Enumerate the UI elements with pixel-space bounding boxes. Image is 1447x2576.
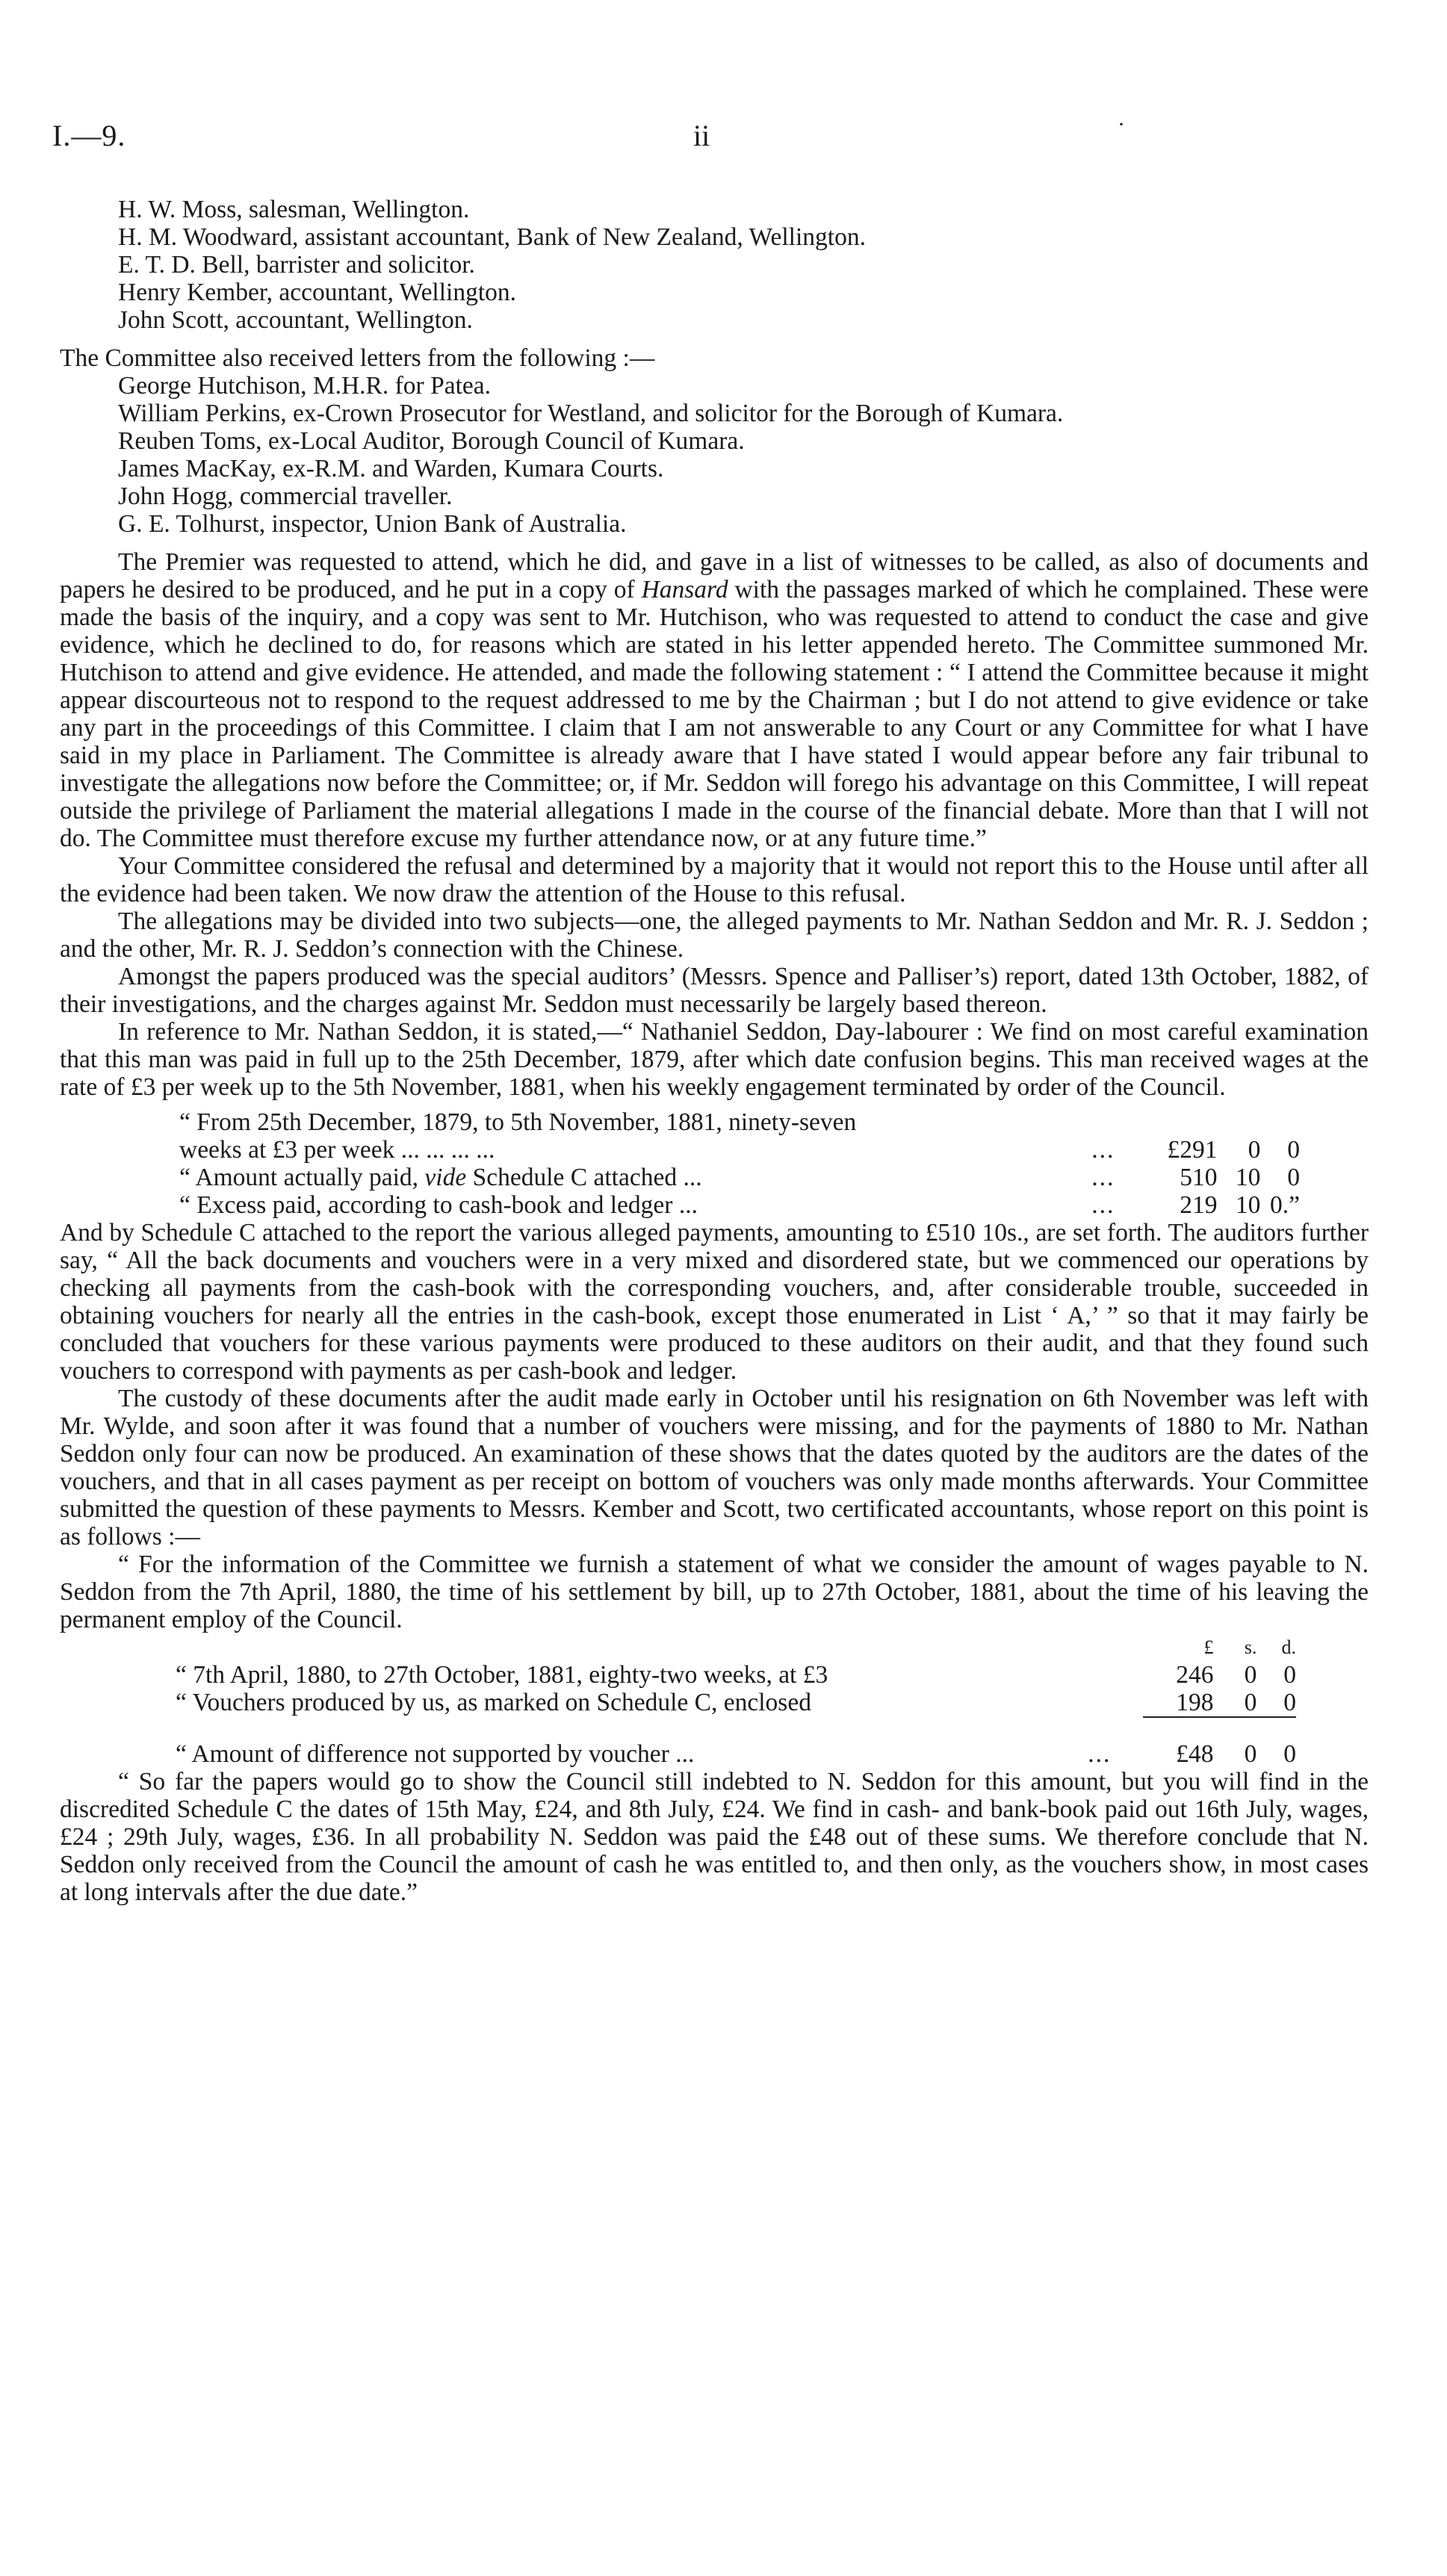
table-header-row: £ s. d. bbox=[1203, 1636, 1296, 1658]
list-item: John Scott, accountant, Wellington. bbox=[118, 306, 473, 334]
auditors-account-table bbox=[179, 1108, 1300, 1219]
letters-list bbox=[60, 372, 1369, 538]
page-ref: I.—9. bbox=[52, 119, 126, 152]
table-row: “ From 25th December, 1879, to 5th November, 1881, ninety-seven bbox=[179, 1108, 857, 1136]
paragraph-schedule-c: And by Schedule C attached to the report the various alleged payments, amounting to £510 10s., are set forth. The auditors further say, “ All the back documents and vouchers were in a very mixed and disordered state, but we commenced our operations by checking all payments from the cash-book with the corresponding vouchers, and, after considerable trouble, succeeded in obtaining vouchers for nearly all the entries in the cash-book, except those enumerated in List ‘ A,’ ” so that it may fairly be concluded that vouchers for these various payments were produced to these auditors on their audit, and that they found such vouchers to correspond with payments as per cash-book and ledger. bbox=[60, 1219, 1369, 1385]
paragraph-conclusion: “ So far the papers would go to show the Council still indebted to N. Seddon for this amount, but you will find in the discredited Schedule C the dates of 15th May, £24, and 8th July, £24. We find in cash- and bank-book paid out 16th July, wages, £24 ; 29th July, wages, £36. In all probability N. Seddon was paid the £48 out of these sums. We therefore conclude that N. Seddon only received from the Council the amount of cash he was entitled to, and then only, as the vouchers show, in most cases at long intervals after the due date.” bbox=[60, 1768, 1369, 1906]
list-item: John Hogg, commercial traveller. bbox=[118, 482, 453, 510]
total-rule bbox=[176, 1717, 1296, 1740]
witness-list bbox=[60, 196, 1369, 334]
table-row: “ Excess paid, according to cash-book and ledger ... ... 219 10 0.” bbox=[179, 1191, 1300, 1219]
stray-mark: · bbox=[1118, 112, 1125, 137]
list-item: George Hutchison, M.H.R. for Patea. bbox=[118, 372, 491, 400]
paragraph-wages-statement: “ For the information of the Committee we furnish a statement of what we consider the amount of wages payable to N. Seddon from the 7th April, 1880, the time of his settlement by bill, up to 27th October, 1881, about the time of his leaving the permanent employ of the Council. bbox=[60, 1551, 1369, 1633]
table-row-total: “ Amount of difference not supported by voucher ... ... £48 0 0 bbox=[176, 1740, 1296, 1768]
list-item: G. E. Tolhurst, inspector, Union Bank of Australia. bbox=[118, 510, 627, 538]
list-item: Reuben Toms, ex-Local Auditor, Borough Council of Kumara. bbox=[118, 427, 745, 455]
paragraph-nathan-seddon: In reference to Mr. Nathan Seddon, it is stated,—“ Nathaniel Seddon, Day-labourer : We find on most careful examination that this man was paid in full up to the 25th December, 1879, after which date confusion begins. This man received wages at the rate of £3 per week up to the 5th November, 1881, when his weekly engagement terminated by order of the Council. bbox=[60, 1018, 1369, 1101]
letters-intro: The Committee also received letters from the following :— bbox=[60, 344, 655, 372]
accountants-table bbox=[176, 1633, 1296, 1768]
list-item: James MacKay, ex-R.M. and Warden, Kumara Courts. bbox=[118, 455, 664, 482]
table-row: “ Amount actually paid, vide Schedule C attached ... ... 510 10 0 bbox=[179, 1164, 1300, 1191]
table-row: weeks at £3 per week ... ... ... ... ... £291 0 0 bbox=[179, 1136, 1300, 1164]
hansard-italic: Hansard bbox=[641, 576, 728, 603]
paragraph-premier: The Premier was requested to attend, which he did, and gave in a list of witnesses to be called, as also of documents and papers he desired to be produced, and he put in a copy of Hansard with the passages marked of which he complained. These were made the basis of the inquiry, and a copy was sent to Mr. Hutchison, who was requested to attend to conduct the case and give evidence, which he declined to do, for reasons which are stated in his letter appended hereto. The Committee summoned Mr. Hutchison to attend and give evidence. He attended, and made the following statement : “ I attend the Committee because it might appear discourteous not to respond to the request addressed to me by the Chairman ; but I do not attend to give evidence or take any part in the proceedings of this Committee. I claim that I am not answerable to any Court or any Committee for what I have said in my place in Parliament. The Committee is already aware that I have stated I would appear before any fair tribunal to investigate the allegations now before the Committee; or, if Mr. Seddon will forego his advantage on this Committee, I will repeat outside the privilege of Parliament the material allegations I made in the course of the financial debate. More than that I will not do. The Committee must therefore excuse my further attendance now, or at any future time.” bbox=[60, 548, 1369, 852]
document-body bbox=[60, 196, 1369, 1906]
list-item: H. W. Moss, salesman, Wellington. bbox=[118, 196, 470, 223]
table-row: “ 7th April, 1880, to 27th October, 1881, eighty-two weeks, at £3 246 0 0 bbox=[176, 1661, 1296, 1689]
list-item: H. M. Woodward, assistant accountant, Bank of New Zealand, Wellington. bbox=[118, 223, 866, 251]
paragraph-allegations: The allegations may be divided into two subjects—one, the alleged payments to Mr. Nathan Seddon and Mr. R. J. Seddon ; and the other, Mr. R. J. Seddon’s connection with the Chinese. bbox=[60, 907, 1369, 963]
page-number: ii bbox=[693, 119, 710, 152]
table-row: “ Vouchers produced by us, as marked on Schedule C, enclosed 198 0 0 bbox=[176, 1689, 1296, 1716]
list-item: William Perkins, ex-Crown Prosecutor for Westland, and solicitor for the Borough of Kumara. bbox=[118, 400, 1064, 427]
paragraph-custody: The custody of these documents after the audit made early in October until his resignation on 6th November was left with Mr. Wylde, and soon after it was found that a number of vouchers were missing, and for the payments of 1880 to Mr. Nathan Seddon only four can now be produced. An examination of these shows that the dates quoted by the auditors are the dates of the vouchers, and that in all cases payment as per receipt on bottom of vouchers was only made months afterwards. Your Committee submitted the question of these payments to Messrs. Kember and Scott, two certificated accountants, whose report on this point is as follows :— bbox=[60, 1385, 1369, 1551]
paragraph-auditors-report: Amongst the papers produced was the special auditors’ (Messrs. Spence and Palliser’s) report, dated 13th October, 1882, of their investigations, and the charges against Mr. Seddon must necessarily be largely based thereon. bbox=[60, 963, 1369, 1018]
list-item: E. T. D. Bell, barrister and solicitor. bbox=[118, 251, 475, 279]
list-item: Henry Kember, accountant, Wellington. bbox=[118, 279, 517, 306]
paragraph-refusal: Your Committee considered the refusal and determined by a majority that it would not report this to the House until after all the evidence had been taken. We now draw the attention of the House to this refusal. bbox=[60, 852, 1369, 907]
